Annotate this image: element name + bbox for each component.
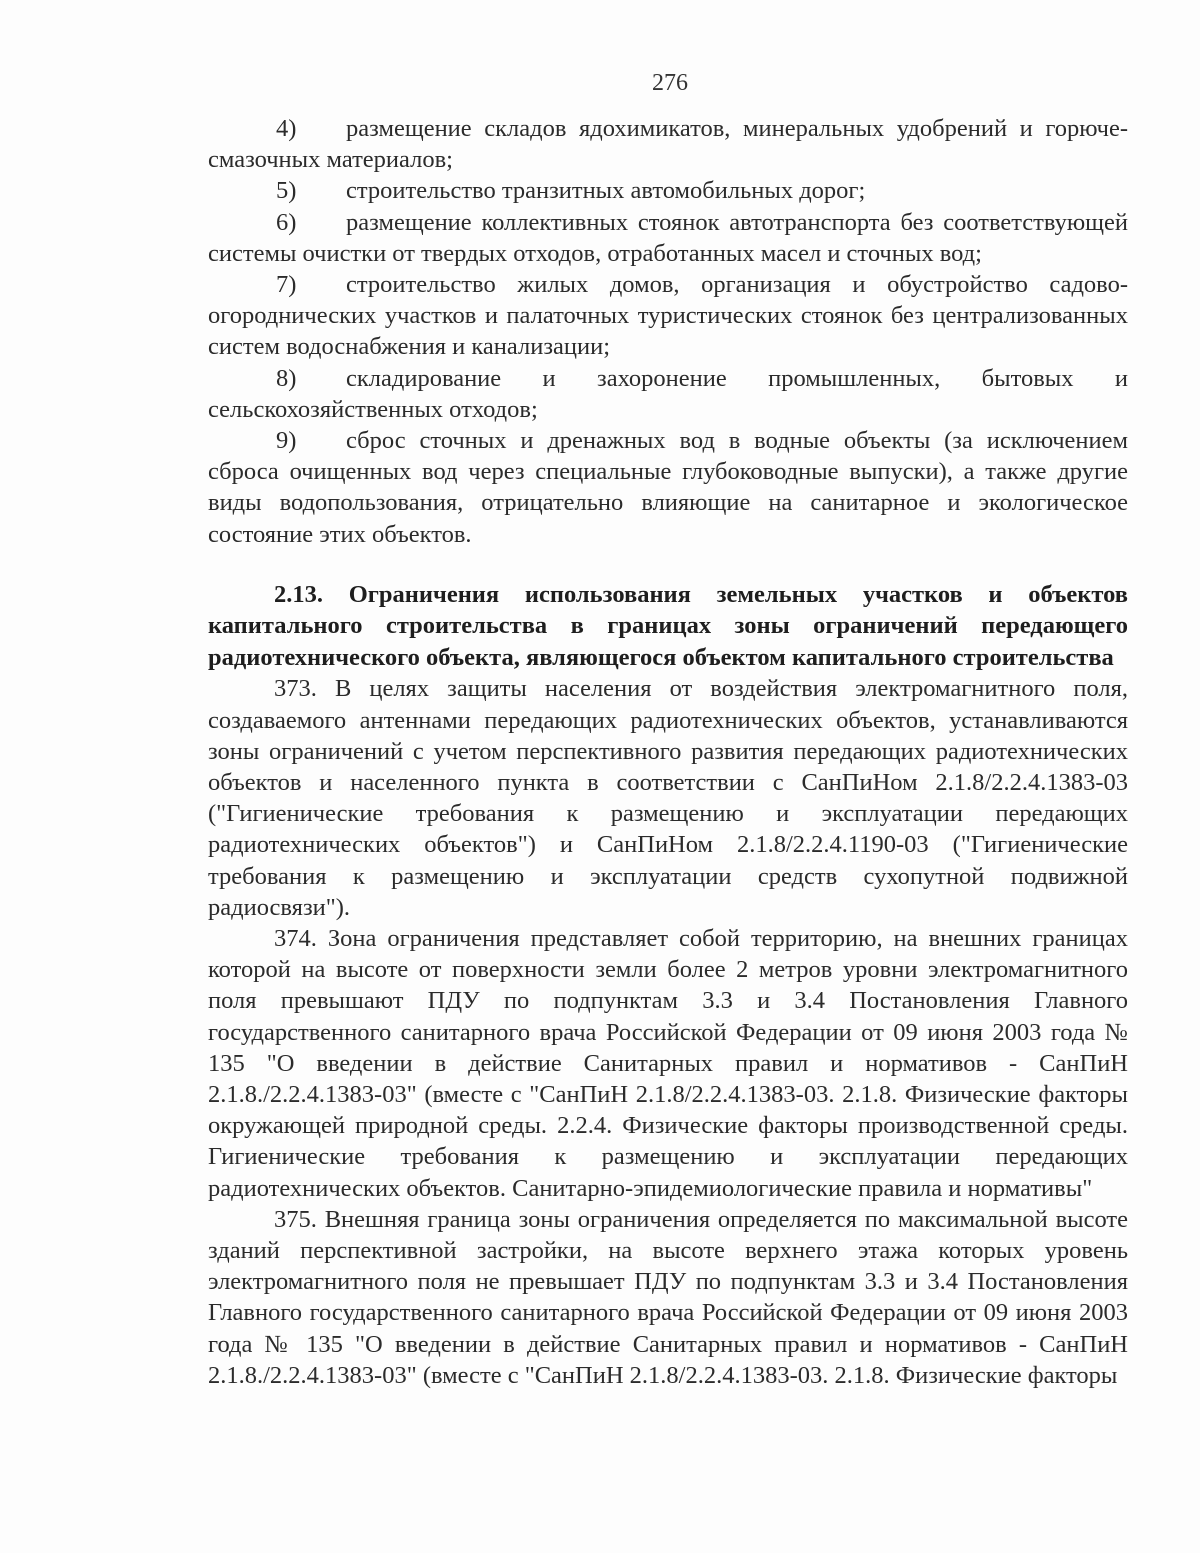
list-item-number: 7) — [276, 271, 297, 299]
page-number: 276 — [652, 70, 688, 96]
list-item-number: 5) — [276, 177, 297, 205]
list-item — [208, 269, 1128, 363]
list-item — [208, 425, 1128, 550]
list-item-text: сброс сточных и дренажных вод в водные объекты (за исключением сброса очищенных вод через специальные глубоководные выпуски), а также другие виды водопользования, отрицательно влияющие на санитарное и экологическое состояние этих объектов. — [208, 427, 1128, 548]
section-heading: 2.13. Ограничения использования земельных участков и объектов капитального строительства в границах зоны ограничений передающего радиотехнического объекта, являющегося объектом капитального строительства — [208, 580, 1128, 671]
document-body — [208, 113, 1128, 1391]
list-item — [208, 363, 1128, 425]
list-item-number: 6) — [276, 208, 297, 236]
paragraph-375: 375. Внешняя граница зоны ограничения определяется по максимальной высоте зданий перспективной застройки, на высоте верхнего этажа которых уровень электромагнитного поля не превышает ПДУ по подпунктам 3.3 и 3.4 Постановления Главного государственного санитарного врача Российской Федерации от 09 июня 2003 года № 135 "О введении в действие Санитарных правил и нормативов - СанПиН 2.1.8./2.2.4.1383-03" (вместе с "СанПиН 2.1.8/2.2.4.1383-03. 2.1.8. Физические факторы — [208, 1205, 1128, 1389]
list-item-text: строительство жилых домов, организация и обустройство садово-огороднических участков и палаточных туристических стоянок без централизованных систем водоснабжения и канализации; — [208, 271, 1128, 361]
paragraph-373: 373. В целях защиты населения от воздействия электромагнитного поля, создаваемого антеннами передающих радиотехнических объектов, устанавливаются зоны ограничений с учетом перспективного развития передающих радиотехнических объектов и населенного пункта в соответствии с СанПиНом 2.1.8/2.2.4.1383-03 ("Гигиенические требования к размещению и эксплуатации передающих радиотехнических объектов") и СанПиНом 2.1.8/2.2.4.1190-03 ("Гигиенические требования к размещению и эксплуатации средств сухопутной подвижной радиосвязи"). — [208, 675, 1128, 921]
list-item-number: 9) — [276, 427, 297, 455]
list-item-text: складирование и захоронение промышленных, бытовых и сельскохозяйственных отходов; — [208, 364, 1128, 423]
paragraph-374: 374. Зона ограничения представляет собой территорию, на внешних границах которой на высоте от поверхности земли более 2 метров уровни электромагнитного поля превышают ПДУ по подпунктам 3.3 и 3.4 Постановления Главного государственного санитарного врача Российской Федерации от 09 июня 2003 года № 135 "О введении в действие Санитарных правил и нормативов - СанПиН 2.1.8./2.2.4.1383-03" (вместе с "СанПиН 2.1.8/2.2.4.1383-03. 2.1.8. Физические факторы окружающей природной среды. 2.2.4. Физические факторы производственной среды. Гигиенические требования к размещению и эксплуатации передающих радиотехнических объектов. Санитарно-эпидемиологические правила и нормативы" — [208, 924, 1128, 1202]
list-item-number: 4) — [276, 115, 297, 142]
list-item — [208, 207, 1128, 269]
list-item-text: размещение складов ядохимикатов, минеральных удобрений и горюче-смазочных материалов; — [208, 115, 1128, 174]
list-item-text: размещение коллективных стоянок автотранспорта без соответствующей системы очистки от твердых отходов, отработанных масел и сточных вод; — [208, 208, 1128, 267]
list-item-number: 8) — [276, 364, 297, 392]
list-item-text: строительство транзитных автомобильных дорог; — [346, 177, 866, 205]
list-item — [208, 113, 1128, 175]
list-item — [208, 175, 1128, 206]
